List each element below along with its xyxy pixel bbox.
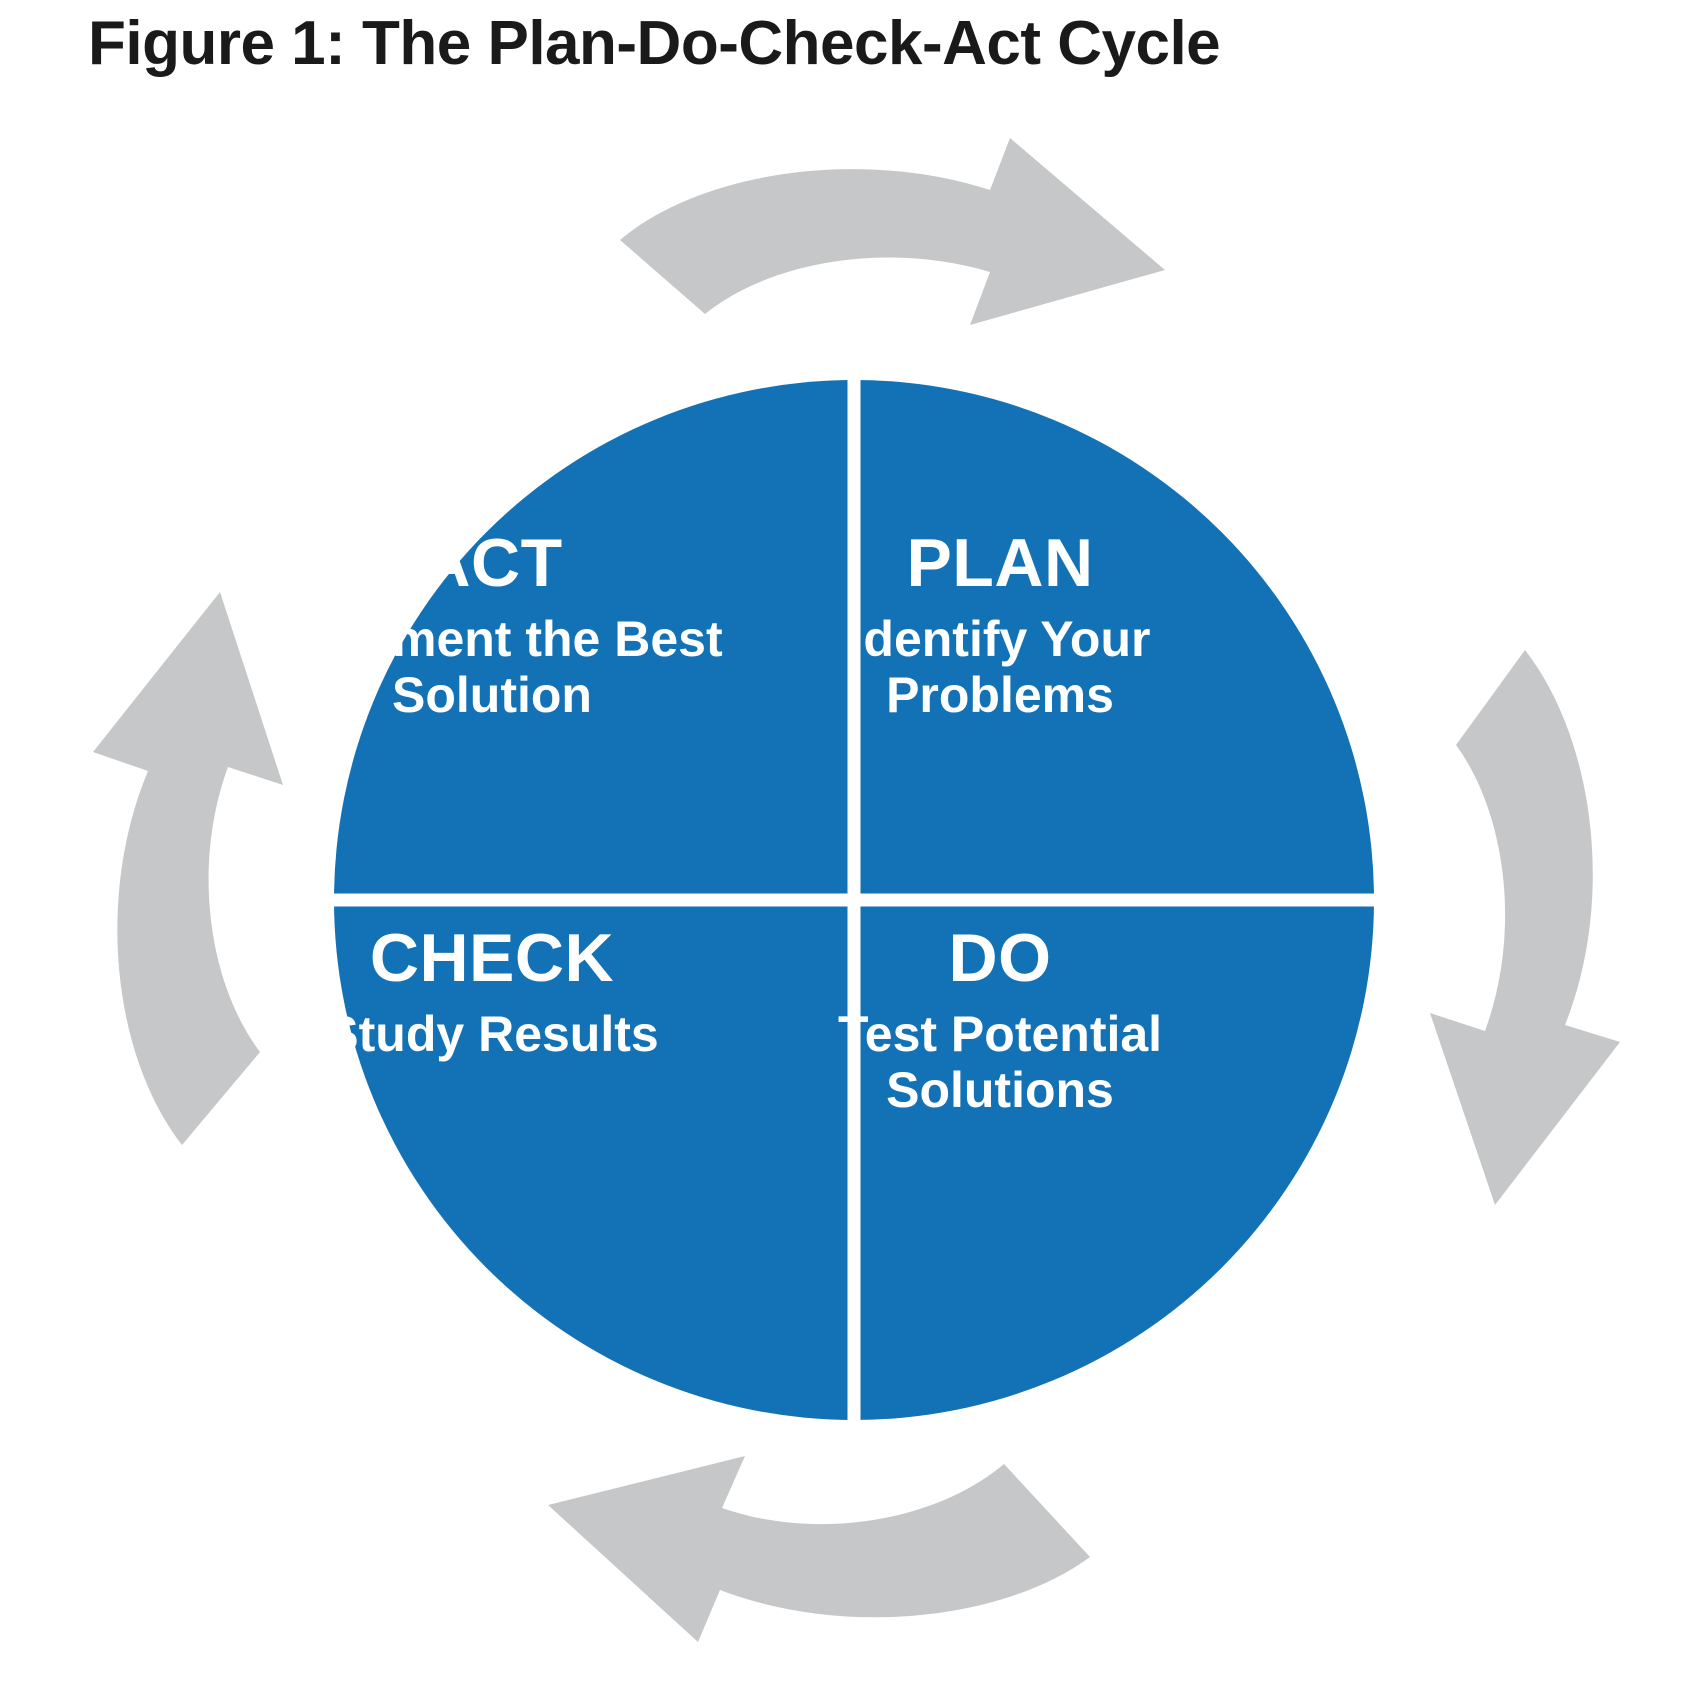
arrow-top-icon bbox=[620, 138, 1165, 325]
quadrant-act-heading: ACT bbox=[421, 525, 563, 601]
quadrant-plan-description: Identify Your Problems bbox=[849, 611, 1151, 724]
quadrant-act-description: Implement the Best Solution bbox=[261, 611, 723, 724]
quadrant-plan[interactable] bbox=[740, 525, 1260, 723]
quadrant-plan-heading: PLAN bbox=[906, 525, 1094, 601]
cycle-graphic bbox=[0, 120, 1708, 1680]
arrow-bottom-icon bbox=[548, 1456, 1090, 1642]
quadrant-do-heading: DO bbox=[948, 920, 1052, 996]
quadrant-do-description: Test Potential Solutions bbox=[837, 1006, 1163, 1119]
quadrant-do[interactable] bbox=[740, 920, 1260, 1118]
pdca-cycle-diagram bbox=[0, 120, 1708, 1680]
quadrant-act[interactable] bbox=[232, 525, 752, 723]
quadrant-check[interactable] bbox=[232, 920, 752, 1062]
arrow-right-icon bbox=[1430, 650, 1620, 1205]
figure-title: Figure 1: The Plan-Do-Check-Act Cycle bbox=[88, 9, 1221, 78]
quadrant-check-description: Study Results bbox=[325, 1006, 659, 1063]
quadrant-check-heading: CHECK bbox=[369, 920, 615, 996]
